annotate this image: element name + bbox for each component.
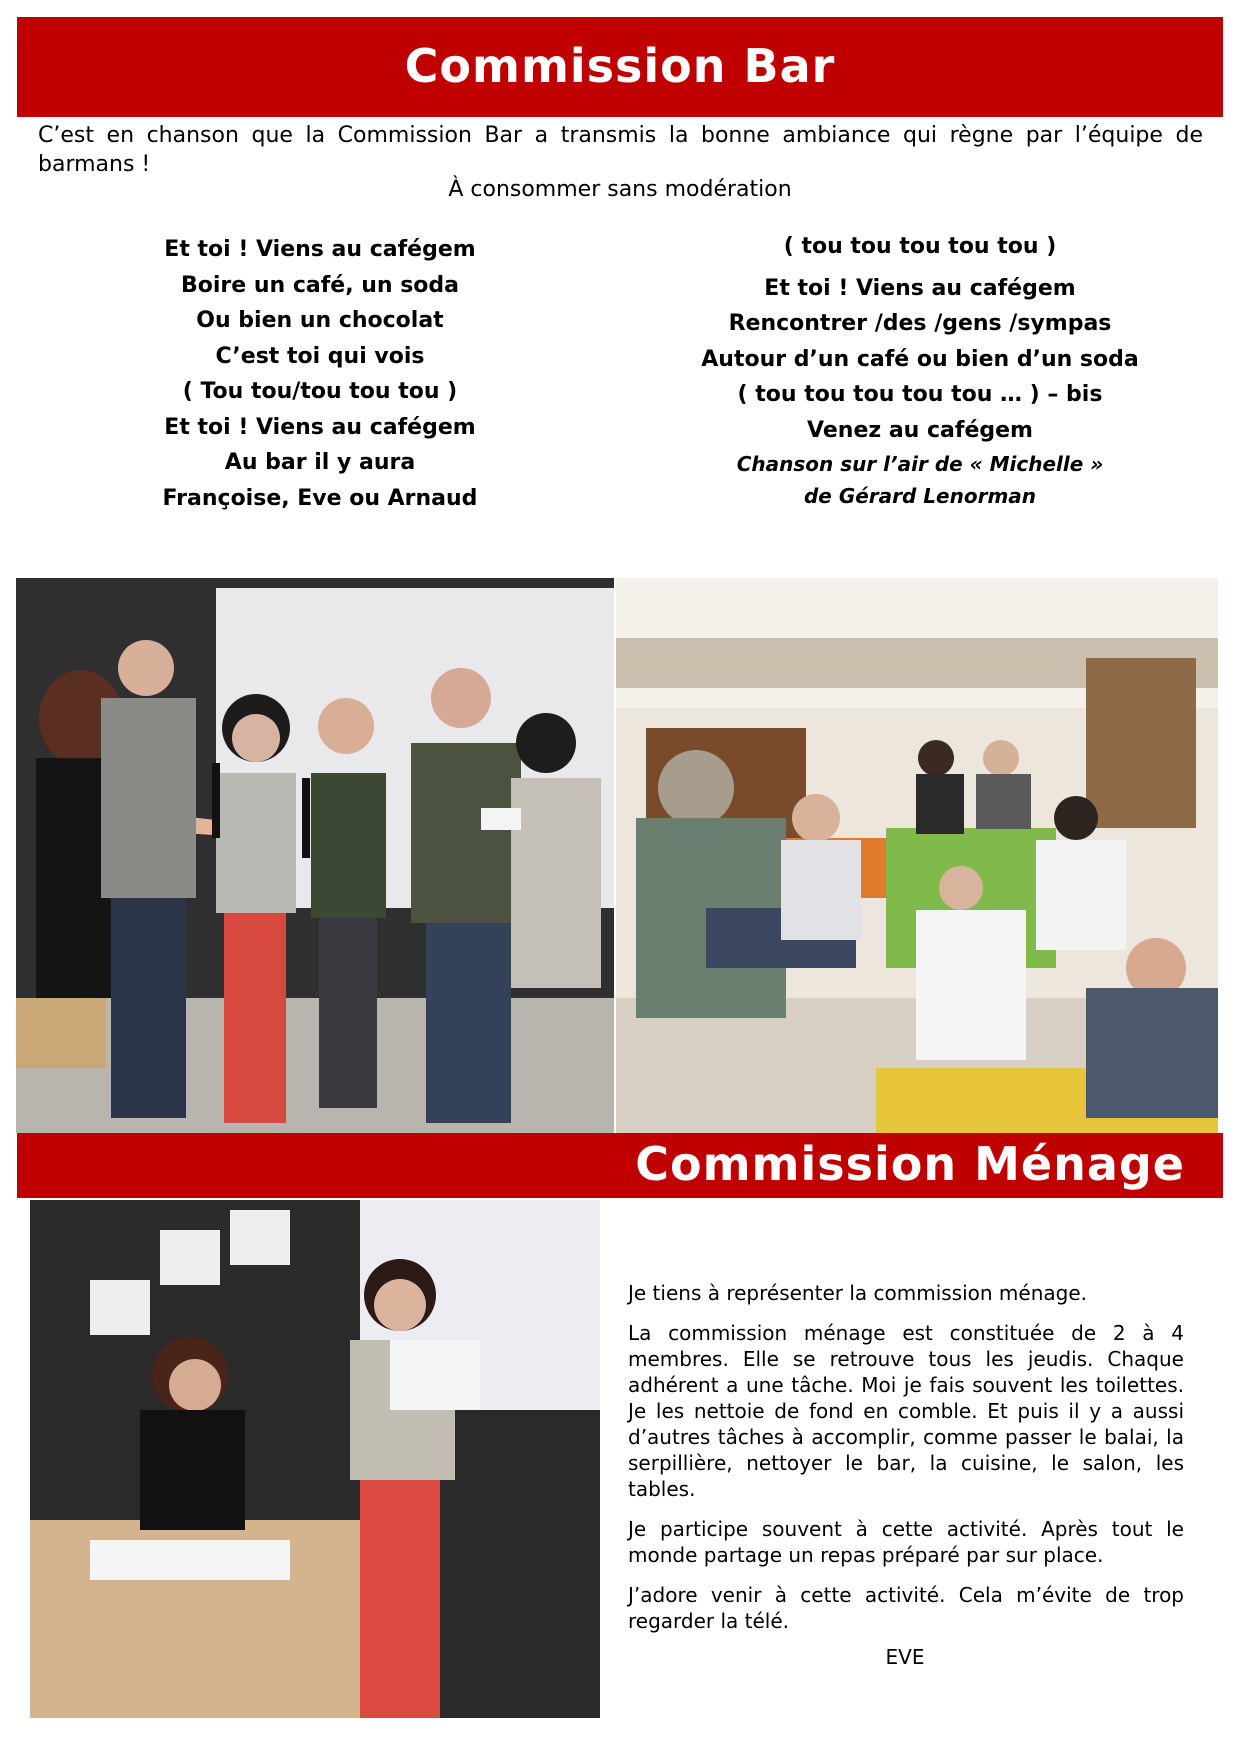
article-body (628, 1280, 1184, 1648)
section-title: Commission Ménage (635, 1137, 1185, 1191)
lyric-line: Et toi ! Viens au cafégem (164, 414, 476, 440)
lyric-line: ( tou tou tou tou tou ) (783, 234, 1057, 259)
photo-singers (16, 578, 614, 1133)
photo-cafe-drawing (616, 578, 1218, 1133)
lyric-line: Autour d’un café ou bien d’un soda (701, 346, 1139, 372)
lyric-line: C’est toi qui vois (215, 343, 425, 369)
article-paragraph: Je participe souvent à cette activité. Après tout le monde partage un repas préparé par sur place. (628, 1517, 1184, 1567)
lyric-line: Au bar il y aura (224, 450, 416, 475)
page-title: Commission Bar (404, 39, 836, 93)
title-banner (17, 17, 1223, 117)
lyric-line: Rencontrer /des /gens /sympas (728, 311, 1112, 336)
photo-cafe (616, 578, 1218, 1133)
lyric-line: Et toi ! Viens au cafégem (164, 237, 476, 262)
lyric-line: Et toi ! Viens au cafégem (764, 275, 1076, 301)
lyric-line: Françoise, Eve ou Arnaud (162, 485, 478, 511)
lyric-line: Venez au cafégem (807, 417, 1033, 443)
article-paragraph: La commission ménage est constituée de 2 à 4 membres. Elle se retrouve tous les jeudis. Chaque adhérent a une tâche. Moi je fais souvent les toilettes. Je les nettoie de fond en comble. Et puis il y a aussi d’autres tâches à accomplir, comme passer le balai, la serpillière, nettoyer le bar, la cuisine, le salon, les tables. (628, 1321, 1184, 1501)
intro-text: C’est en chanson que la Commission Bar a transmis la bonne ambiance qui règne par l’équipe de barmans ! (38, 123, 1203, 177)
lyric-line: Ou bien un chocolat (196, 308, 444, 333)
song-lyrics-left (120, 232, 520, 516)
article-paragraph: Je tiens à représenter la commission ménage. (628, 1281, 1087, 1305)
song-credit: Chanson sur l’air de « Michelle » (736, 452, 1104, 476)
photo-menage (30, 1200, 600, 1718)
photo-singers-drawing (16, 578, 614, 1133)
lyric-line: ( tou tou tou tou tou … ) – bis (737, 382, 1103, 407)
lyric-line: ( Tou tou/tou tou tou ) (182, 379, 458, 404)
photo-menage-drawing (30, 1200, 600, 1718)
signature: EVE (885, 1645, 925, 1669)
section-banner (17, 1133, 1223, 1198)
intro-subtitle: À consommer sans modération (448, 177, 792, 202)
song-lyrics-right (680, 229, 1160, 512)
article-paragraph: J’adore venir à cette activité. Cela m’évite de trop regarder la télé. (628, 1583, 1184, 1633)
song-credit: de Gérard Lenorman (803, 484, 1037, 508)
lyric-line: Boire un café, un soda (180, 272, 460, 298)
